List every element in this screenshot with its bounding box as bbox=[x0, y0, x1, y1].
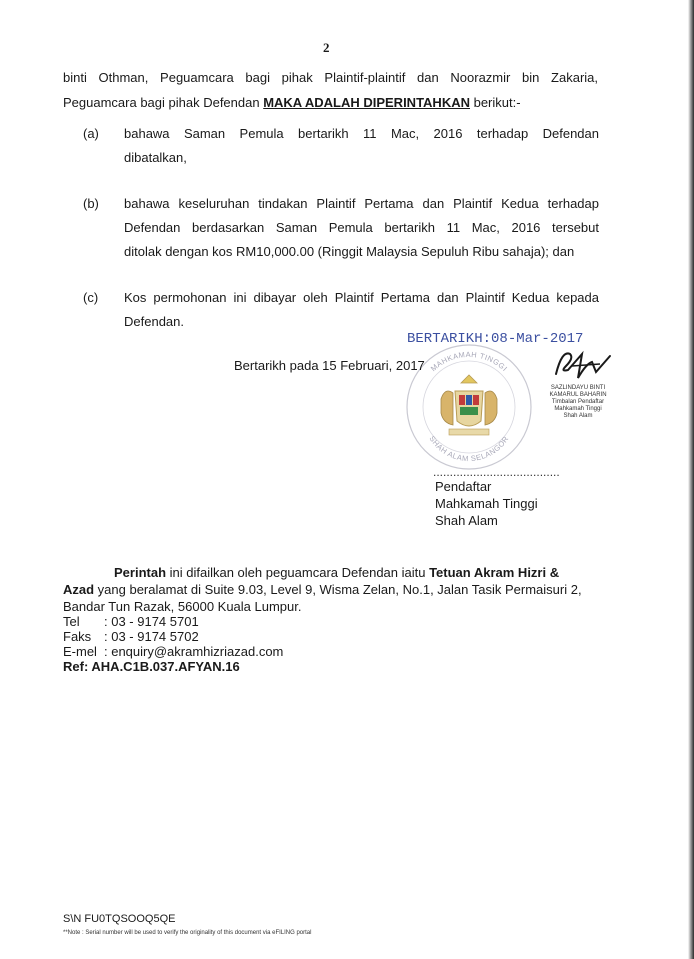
signatory-line: KAMARUL BAHARIN bbox=[549, 392, 607, 398]
filing-address: yang beralamat di Suite 9.03, Level 9, Wisma Zelan, No.1, Jalan Tasik Permaisuri 2, bbox=[94, 582, 582, 597]
order-b-line-1: bahawa keseluruhan tindakan Plaintif Pertama dan Plaintif Kedua terhadap bbox=[124, 196, 599, 211]
seal-bottom-text: SHAH ALAM SELANGOR bbox=[427, 434, 511, 464]
filing-line-1-text: ini difailkan oleh peguamcara Defendan iaitu bbox=[166, 565, 430, 580]
registrar-location: Shah Alam bbox=[435, 513, 498, 528]
dated-line: Bertarikh pada 15 Februari, 2017 bbox=[234, 358, 425, 373]
filing-perintah: Perintah bbox=[114, 565, 167, 580]
order-b-line-3: ditolak dengan kos RM10,000.00 (Ringgit Malaysia Sepuluh Ribu sahaja); dan bbox=[124, 244, 575, 259]
order-c-line-1: Kos permohonan ini dibayar oleh Plaintif Pertama dan Plaintif Kedua kepada bbox=[124, 290, 599, 305]
serial-number: S\N FU0TQSOOQ5QE bbox=[63, 913, 176, 925]
filing-line-3: Bandar Tun Razak, 56000 Kuala Lumpur. bbox=[63, 599, 302, 614]
email-label: E-mel bbox=[63, 644, 97, 659]
order-a-label: (a) bbox=[83, 126, 99, 141]
page-edge-shadow bbox=[688, 0, 694, 959]
signatory-line: SAZLINDAYU BINTI bbox=[550, 385, 606, 391]
intro-line-2 bbox=[63, 95, 521, 111]
svg-text:SHAH ALAM SELANGOR bbox=[428, 434, 511, 463]
svg-text:MAHKAMAH TINGGI bbox=[429, 350, 509, 373]
firm-name: Tetuan Akram Hizri & bbox=[429, 565, 560, 580]
order-heading: MAKA ADALAH DIPERINTAHKAN bbox=[263, 95, 470, 110]
signature-icon bbox=[552, 344, 614, 384]
order-a-line-1: bahawa Saman Pemula bertarikh 11 Mac, 2016 terhadap Defendan bbox=[124, 126, 599, 141]
filing-line-1 bbox=[114, 565, 559, 581]
fax-value: : 03 - 9174 5702 bbox=[104, 629, 199, 644]
order-c-line-2: Defendan. bbox=[124, 314, 184, 329]
intro-line-2-text: Peguamcara bagi pihak Defendan bbox=[63, 95, 264, 110]
signatory-block bbox=[546, 385, 610, 420]
order-c-label: (c) bbox=[83, 290, 99, 305]
serial-note: **Note : Serial number will be used to verify the originality of this document via eFILING portal bbox=[63, 930, 312, 936]
email-value: : enquiry@akramhizriazad.com bbox=[104, 644, 284, 659]
stamp-date: BERTARIKH:08-Mar-2017 bbox=[407, 331, 584, 347]
order-b-line-2: Defendan berdasarkan Saman Pemula bertarikh 11 Mac, 2016 tersebut bbox=[124, 220, 599, 235]
signatory-line: Shah Alam bbox=[563, 413, 593, 419]
intro-line-1: binti Othman, Peguamcara bagi pihak Plaintif-plaintif dan Noorazmir bin Zakaria, bbox=[63, 70, 598, 85]
filing-line-2 bbox=[63, 582, 582, 598]
fax-label: Faks bbox=[63, 629, 92, 644]
page-number: 2 bbox=[323, 40, 330, 55]
reference-number: Ref: AHA.C1B.037.AFYAN.16 bbox=[63, 659, 240, 674]
registrar-title: Pendaftar bbox=[435, 479, 492, 494]
order-b-label: (b) bbox=[83, 196, 99, 211]
firm-name-cont: Azad bbox=[63, 582, 95, 597]
order-a-line-2: dibatalkan, bbox=[124, 150, 187, 165]
seal-top-text: MAHKAMAH TINGGI bbox=[428, 349, 510, 374]
signature-dotted-line: ...................................... bbox=[433, 465, 560, 479]
signatory-line: Mahkamah Tinggi bbox=[554, 406, 602, 412]
registrar-court: Mahkamah Tinggi bbox=[435, 496, 538, 511]
intro-line-2-tail: berikut:- bbox=[469, 95, 521, 110]
tel-value: : 03 - 9174 5701 bbox=[104, 614, 199, 629]
tel-label: Tel bbox=[63, 614, 80, 629]
signatory-line: Timbalan Pendaftar bbox=[551, 399, 605, 405]
